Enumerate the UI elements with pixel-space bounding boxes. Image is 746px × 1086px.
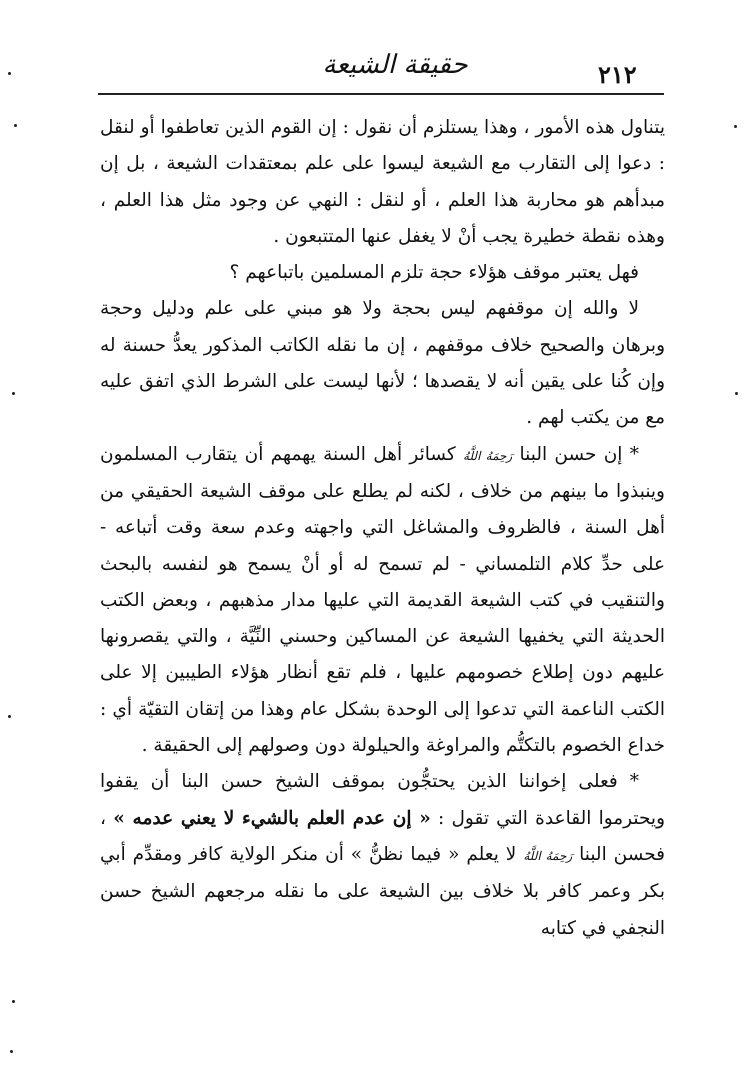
margin-mark xyxy=(8,715,11,718)
paragraph-5-start: * فعلى إخواننا الذين يحتجُّون بموقف الشيخ حسن البنا أن يقفوا ويحترموا القاعدة التي تقول : xyxy=(100,771,665,829)
honorific: رَحِمَهُ اللَّهُ xyxy=(463,448,513,463)
paragraph-4-text: كسائر أهل السنة يهمهم أن يتقارب المسلمون وينبذوا ما بينهم من خلاف ، لكنه لم يطلع على موقف الشيعة الحقيقي من أهل السنة ، فالظروف والمشاغل التي واجهته وعدم سعة وقت أتباعه - على حدِّ كلام التلمساني - لم تسمح له أو أنْ يسمح هو لنفسه بالبحث والتنقيب في كتب الشيعة القديمة التي عليها مدار مذهبهم ، وبعض الكتب الحديثة التي يخفيها الشيعة عن المساكين وحسني النِّيَّة ، والتي يقصرونها عليهم دون إطلاع خصومهم عليها ، فلم تقع أنظار هؤلاء الطيبين إلا على الكتب الناعمة التي تدعوا إلى الوحدة بشكل عام وهذا من إتقان التقيّة أي : خداع الخصوم بالتكتُّم والمراوغة والحيلولة دون وصولهم إلى الحقيقة . xyxy=(100,443,665,757)
margin-mark xyxy=(734,125,737,128)
paragraph-4 xyxy=(100,437,665,765)
header-divider xyxy=(98,93,664,95)
paragraph-5-mid: ، فحسن البنا xyxy=(100,807,666,865)
paragraph-2: فهل يعتبر موقف هؤلاء حجة تلزم المسلمين باتباعهم ؟ xyxy=(229,262,639,284)
paragraph-3: لا والله إن موقفهم ليس بحجة ولا هو مبني على علم ودليل وحجة وبرهان والصحيح خلاف موقفهم ، إن ما نقله الكاتب المذكور يعدُّ حسنة له وإن كُنا على يقين أنه لا يقصدها ؛ لأنها ليست على الشرط الذي اتفق عليه مع من يكتب لهم . xyxy=(100,298,665,429)
paragraph-1: يتناول هذه الأمور ، وهذا يستلزم أن نقول : إن القوم الذين تعاطفوا أو لنقل : دعوا إلى التقارب مع الشيعة ليسوا على علم بمعتقدات الشيعة ، بل إن مبدأهم هو محاربة هذا العلم ، أو لنقل : النهي عن وجود مثل هذا العلم ، وهذه نقطة خطيرة يجب أنْ لا يغفل عنها المتتبعون . xyxy=(100,117,665,247)
margin-mark xyxy=(12,1000,15,1003)
honorific: رَحِمَهُ اللَّهُ xyxy=(523,848,573,863)
page-number: ٢١٢ xyxy=(598,60,637,89)
margin-mark xyxy=(8,72,11,75)
margin-mark xyxy=(735,392,738,395)
margin-mark xyxy=(10,1050,13,1053)
paragraph-5 xyxy=(100,764,665,946)
paragraph-4-start: * إن حسن البنا xyxy=(519,443,639,465)
margin-mark xyxy=(12,392,15,395)
margin-mark xyxy=(14,124,17,127)
quoted-rule: « إن عدم العلم بالشيء لا يعني عدمه » xyxy=(113,807,431,829)
body-text xyxy=(100,110,665,947)
paragraph-5-text: لا يعلم « فيما نظنُّ » أن منكر الولاية كافر ومقدِّم أبي بكر وعمر كافر بلا خلاف بين الشيعة على ما نقله مرجعهم الشيخ حسن النجفي في كتابه xyxy=(100,843,665,939)
running-title: حقيقة الشيعة xyxy=(322,50,468,80)
